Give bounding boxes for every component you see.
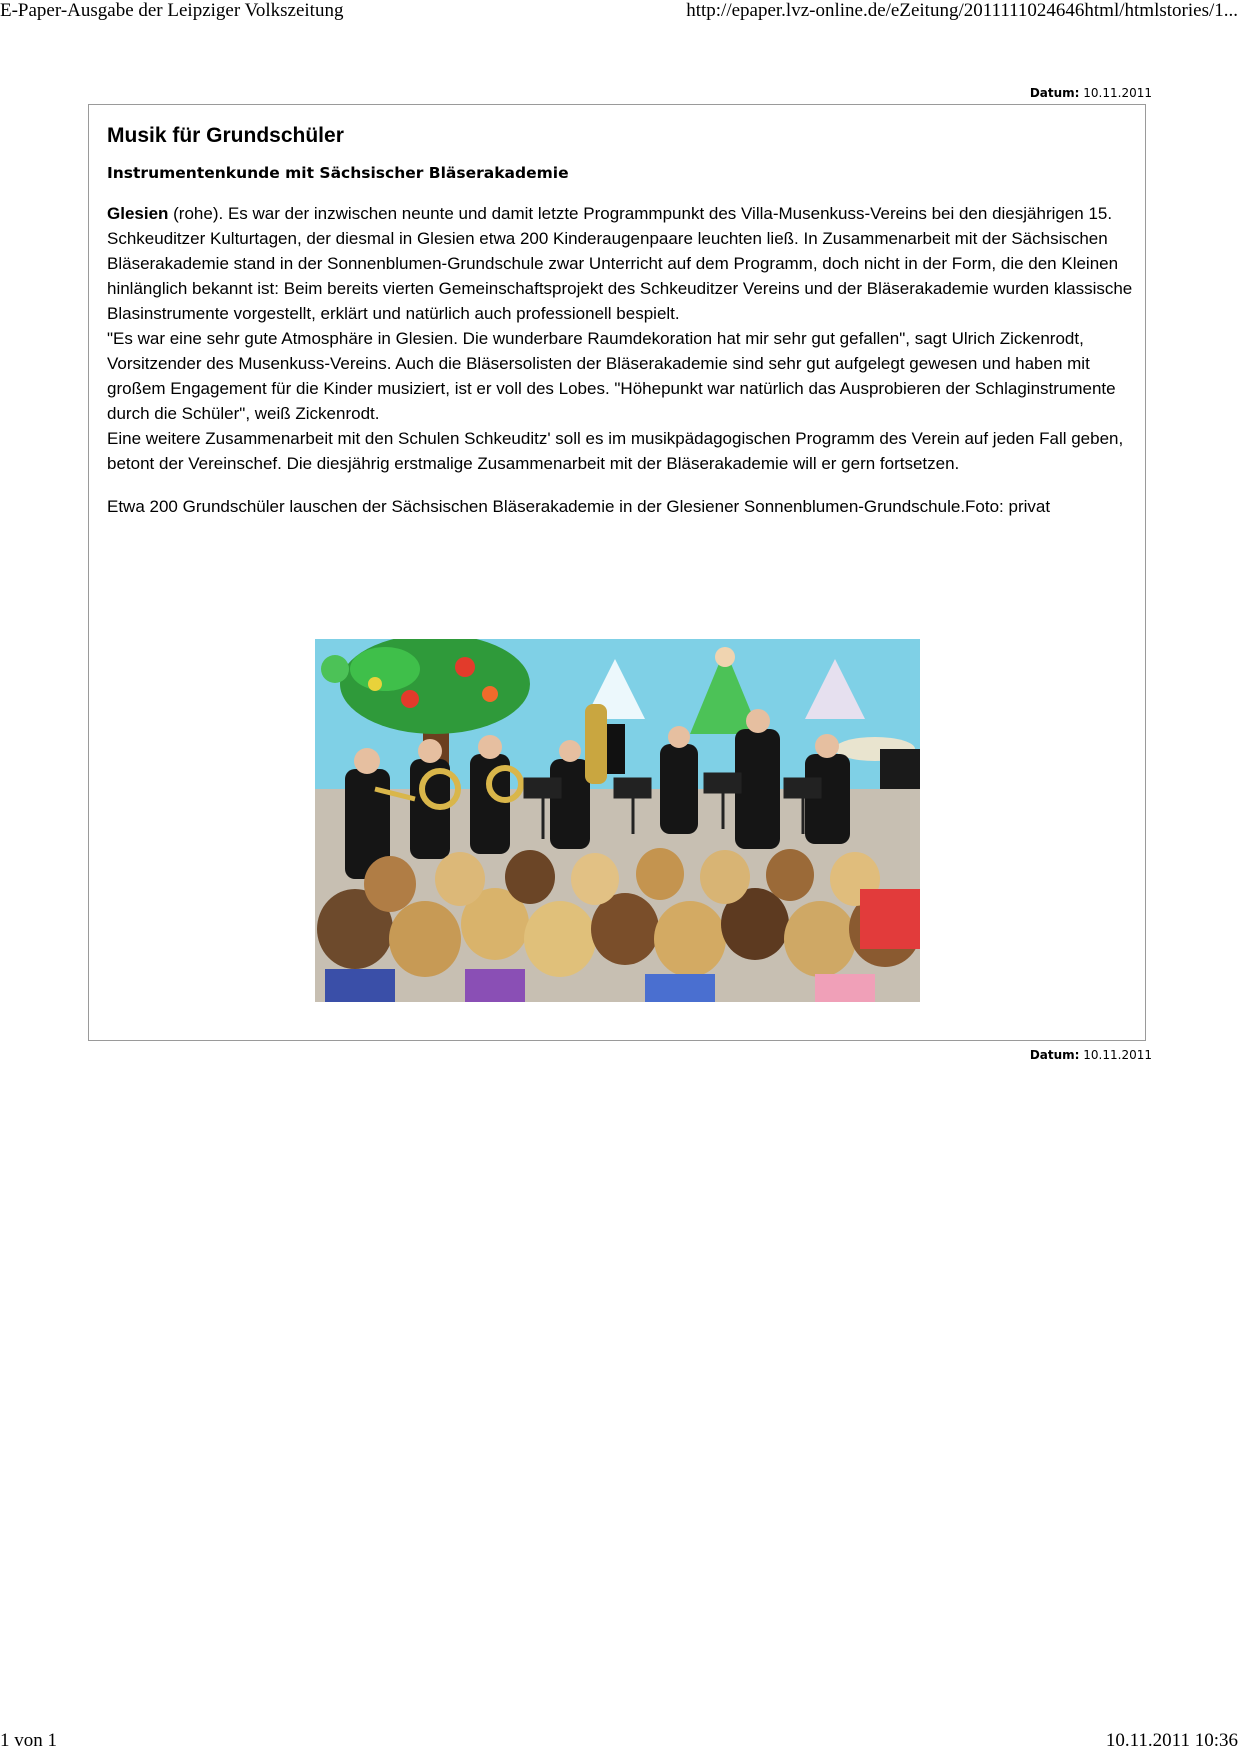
datum-label: Datum: (1029, 86, 1080, 100)
datum-top (1030, 86, 1152, 100)
article-subheadline: Instrumentenkunde mit Sächsischer Bläserakademie (107, 164, 569, 182)
datum-label: Datum: (1029, 1048, 1080, 1062)
print-header-title: E-Paper-Ausgabe der Leipziger Volkszeitung (0, 0, 344, 21)
datum-value: 10.11.2011 (1083, 1048, 1152, 1062)
article-photo (315, 639, 920, 1002)
article-box (88, 104, 1146, 1041)
photo-caption: Etwa 200 Grundschüler lauschen der Sächsischen Bläserakademie in der Glesiener Sonnenblumen-Grundschule.Foto: privat (107, 497, 1051, 516)
photo-illustration (315, 639, 920, 1002)
article-headline: Musik für Grundschüler (107, 124, 344, 147)
article-content (107, 123, 1137, 519)
article-paragraph: Eine weitere Zusammenarbeit mit den Schulen Schkeuditz' soll es im musikpädagogischen Programm des Verein auf jeden Fall geben, betont der Vereinschef. Die diesjährig erstmalige Zusammenarbeit mit der Bläserakademie will er gern fortsetzen. (107, 429, 1124, 473)
article-paragraph-text: (rohe). Es war der inzwischen neunte und damit letzte Programmpunkt des Villa-Musenkuss-Vereins bei den diesjährigen 15. Schkeuditzer Kulturtagen, der diesmal in Glesien etwa 200 Kinderaugenpaare leuchten ließ. In Zusammenarbeit mit der Sächsischen Bläserakademie stand in der Sonnenblumen-Grundschule zwar Unterricht auf dem Programm, doch nicht in der Form, die den Kleinen hinlänglich bekannt ist: Beim bereits vierten Gemeinschaftsprojekt des Schkeuditzer Vereins und der Bläserakademie wurden klassische Blasinstrumente vorgestellt, erklärt und natürlich auch professionell bespielt. (107, 204, 1133, 323)
article-dateline: Glesien (107, 204, 169, 223)
print-footer-page: 1 von 1 (0, 1730, 57, 1751)
datum-bottom (1030, 1048, 1152, 1062)
print-footer-timestamp: 10.11.2011 10:36 (1105, 1730, 1238, 1751)
datum-value: 10.11.2011 (1083, 86, 1152, 100)
article-paragraph (107, 201, 1137, 326)
article-paragraph: "Es war eine sehr gute Atmosphäre in Glesien. Die wunderbare Raumdekoration hat mir sehr gut gefallen", sagt Ulrich Zickenrodt, Vorsitzender des Musenkuss-Vereins. Auch die Bläsersolisten der Bläserakademie sind sehr gut aufgelegt gewesen und haben mit großem Engagement für die Kinder musiziert, ist er voll des Lobes. "Höhepunkt war natürlich das Ausprobieren der Schlaginstrumente durch die Schüler", weiß Zickenrodt. (107, 329, 1116, 423)
print-header-url: http://epaper.lvz-online.de/eZeitung/2011111024646html/htmlstories/1... (686, 0, 1238, 21)
